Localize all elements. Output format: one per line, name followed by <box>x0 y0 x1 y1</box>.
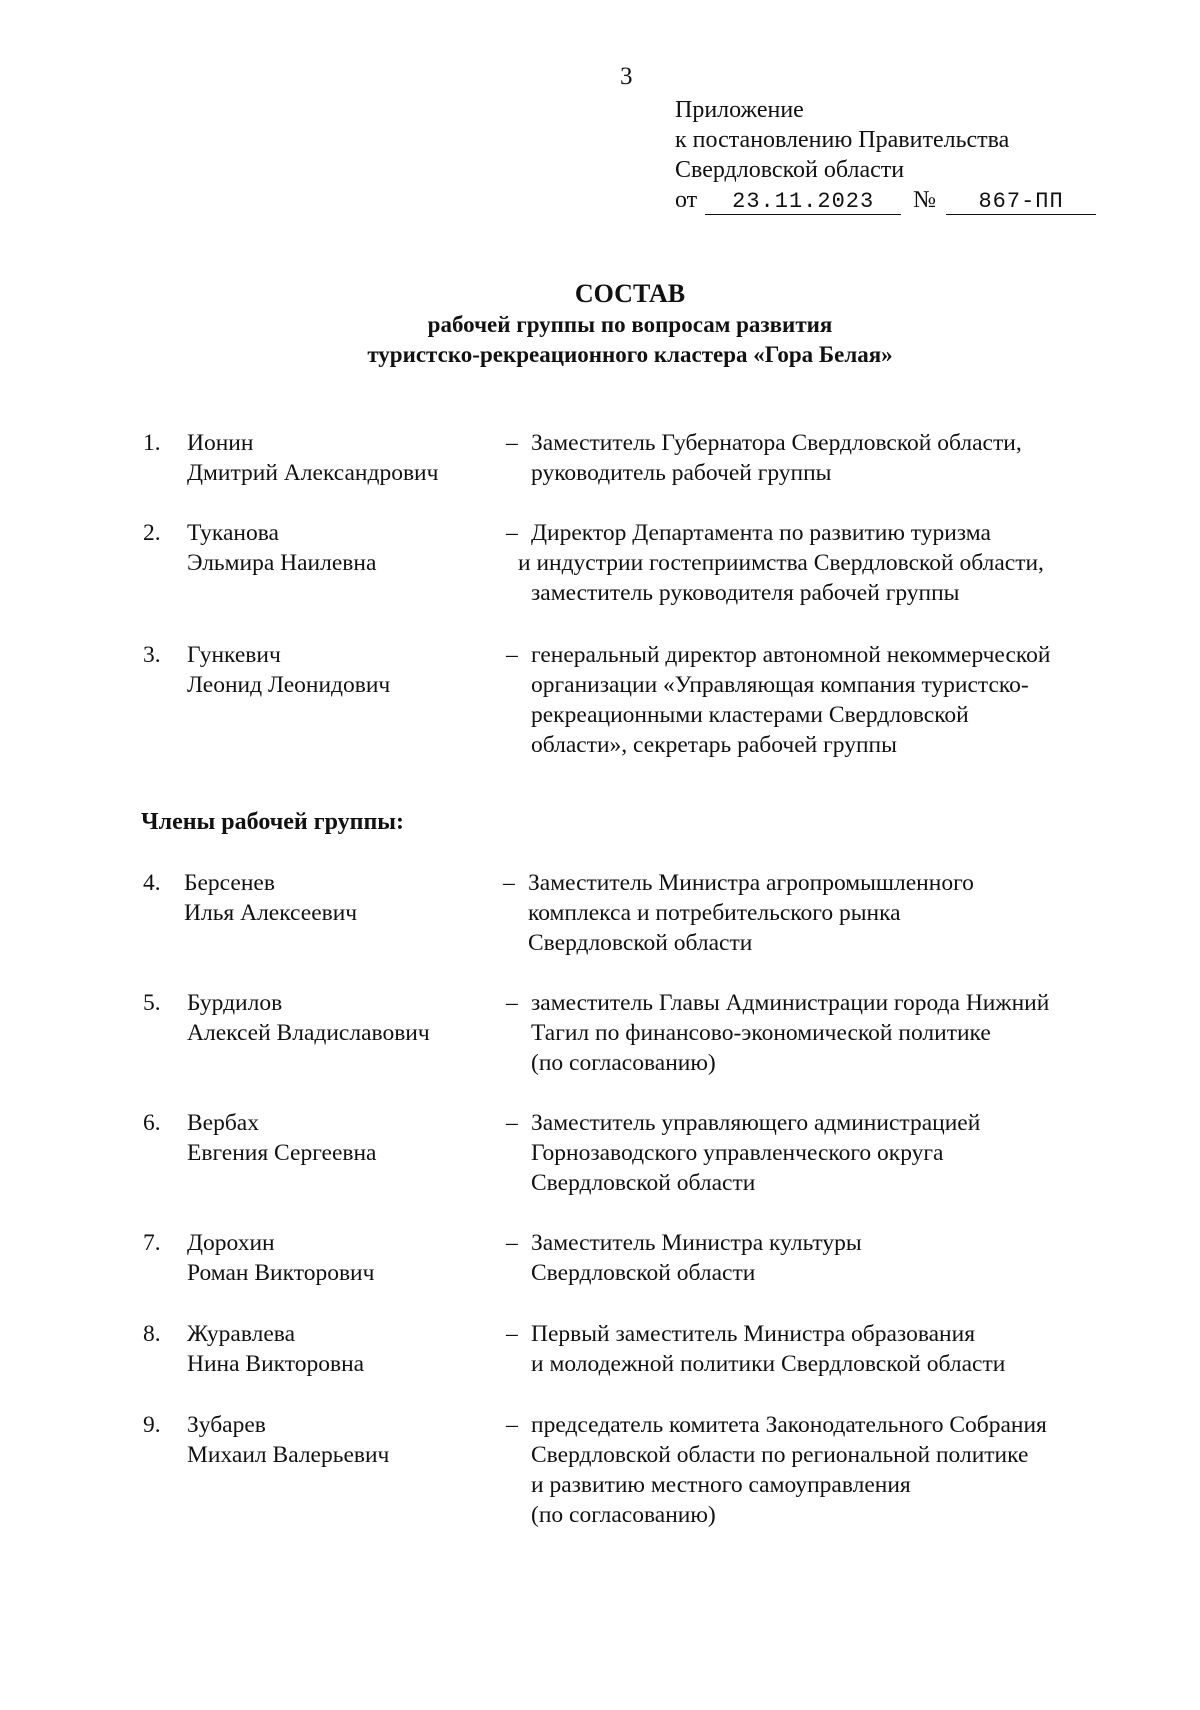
role-line: заместитель руководителя рабочей группы <box>531 580 960 606</box>
title-main: СОСТАВ <box>574 279 686 308</box>
member-role <box>531 1228 1141 1288</box>
dash: – <box>506 430 518 456</box>
role-line: Свердловской области по региональной политике <box>531 1442 1029 1468</box>
dash: – <box>506 520 518 546</box>
item-number: 6. <box>143 1110 161 1136</box>
role-line: Свердловской области <box>528 930 753 956</box>
member-name <box>187 1319 487 1379</box>
item-number: 8. <box>143 1321 161 1347</box>
page-number: 3 <box>620 63 633 90</box>
member-surname: Зубарев <box>187 1412 266 1438</box>
member-given-names: Михаил Валерьевич <box>187 1442 390 1468</box>
date-prefix: от <box>675 187 698 213</box>
member-given-names: Дмитрий Александрович <box>187 460 439 486</box>
member-surname: Гункевич <box>187 642 281 668</box>
member-name <box>187 1228 487 1288</box>
member-name <box>187 640 487 700</box>
member-given-names: Леонид Леонидович <box>187 672 391 698</box>
role-line: генеральный директор автономной некоммерческой <box>531 642 1051 668</box>
member-role <box>531 1108 1141 1198</box>
role-line: области», секретарь рабочей группы <box>531 732 897 758</box>
dash: – <box>503 870 515 896</box>
item-number: 7. <box>143 1230 161 1256</box>
role-line: Свердловской области <box>531 1260 756 1286</box>
appendix-date-number-row <box>675 185 1096 215</box>
member-name <box>187 1410 487 1470</box>
role-line: Заместитель Губернатора Свердловской области, <box>531 430 1022 456</box>
dash: – <box>506 1321 518 1347</box>
member-surname: Туканова <box>187 520 279 546</box>
role-line: Горнозаводского управленческого округа <box>531 1140 944 1166</box>
member-surname: Ионин <box>187 430 254 456</box>
appendix-line-2: к постановлению Правительства <box>675 127 1010 153</box>
member-role <box>531 1319 1141 1379</box>
member-role <box>531 988 1141 1078</box>
member-given-names: Роман Викторович <box>187 1260 375 1286</box>
member-surname: Вербах <box>187 1110 259 1136</box>
dash: – <box>506 1230 518 1256</box>
title-line-3: туристско-рекреационного кластера «Гора Белая» <box>367 342 893 367</box>
role-line: Заместитель Министра агропромышленного <box>528 870 974 896</box>
role-line: заместитель Главы Администрации города Нижний <box>531 990 1050 1016</box>
document-title <box>0 278 1200 370</box>
dash: – <box>506 1110 518 1136</box>
member-given-names: Эльмира Наилевна <box>187 550 377 576</box>
role-line: организации «Управляющая компания туристско- <box>531 672 1029 698</box>
role-line: Заместитель управляющего администрацией <box>531 1110 981 1136</box>
member-name <box>187 1108 487 1168</box>
appendix-line-3: Свердловской области <box>675 157 905 183</box>
role-line: Заместитель Министра культуры <box>531 1230 862 1256</box>
item-number: 4. <box>143 870 161 896</box>
member-given-names: Нина Викторовна <box>187 1351 365 1377</box>
item-number: 5. <box>143 990 161 1016</box>
member-role <box>531 1410 1141 1530</box>
item-number: 9. <box>143 1412 161 1438</box>
member-surname: Журавлева <box>187 1321 295 1347</box>
dash: – <box>506 642 518 668</box>
role-line: и развитию местного самоуправления <box>531 1472 911 1498</box>
role-line: рекреационными кластерами Свердловской <box>531 702 969 728</box>
role-line: Директор Департамента по развитию туризма <box>531 520 991 546</box>
member-given-names: Илья Алексеевич <box>184 900 358 926</box>
members-heading: Члены рабочей группы: <box>141 809 405 835</box>
member-surname: Дорохин <box>187 1230 275 1256</box>
dash: – <box>506 1412 518 1438</box>
role-line: Свердловской области <box>531 1170 756 1196</box>
member-name <box>187 518 487 578</box>
role-line: (по согласованию) <box>531 1050 716 1076</box>
item-number: 2. <box>143 520 161 546</box>
member-name <box>184 868 484 928</box>
member-given-names: Алексей Владиславович <box>187 1020 430 1046</box>
member-surname: Берсенев <box>184 870 275 896</box>
role-line: Первый заместитель Министра образования <box>531 1321 976 1347</box>
dash: – <box>506 990 518 1016</box>
role-line: руководитель рабочей группы <box>531 460 832 486</box>
member-role <box>528 868 1138 958</box>
role-line: комплекса и потребительского рынка <box>528 900 901 926</box>
member-role <box>531 640 1141 760</box>
role-line: и индустрии гостеприимства Свердловской области, <box>518 550 1044 576</box>
member-role <box>531 428 1141 488</box>
member-surname: Бурдилов <box>187 990 283 1016</box>
title-line-2: рабочей группы по вопросам развития <box>427 312 833 337</box>
resolution-number: 867-ПП <box>946 190 1096 215</box>
role-line: Тагил по финансово-экономической политике <box>531 1020 991 1046</box>
item-number: 3. <box>143 642 161 668</box>
item-number: 1. <box>143 430 161 456</box>
member-role <box>518 518 1128 608</box>
appendix-line-1: Приложение <box>675 97 804 123</box>
role-line: председатель комитета Законодательного Собрания <box>531 1412 1047 1438</box>
role-line: и молодежной политики Свердловской области <box>531 1351 1006 1377</box>
number-prefix: № <box>913 187 937 213</box>
appendix-block <box>675 95 1096 215</box>
member-name <box>187 988 487 1048</box>
role-line: (по согласованию) <box>531 1502 716 1528</box>
member-given-names: Евгения Сергеевна <box>187 1140 377 1166</box>
resolution-date: 23.11.2023 <box>705 190 901 215</box>
member-name <box>187 428 487 488</box>
